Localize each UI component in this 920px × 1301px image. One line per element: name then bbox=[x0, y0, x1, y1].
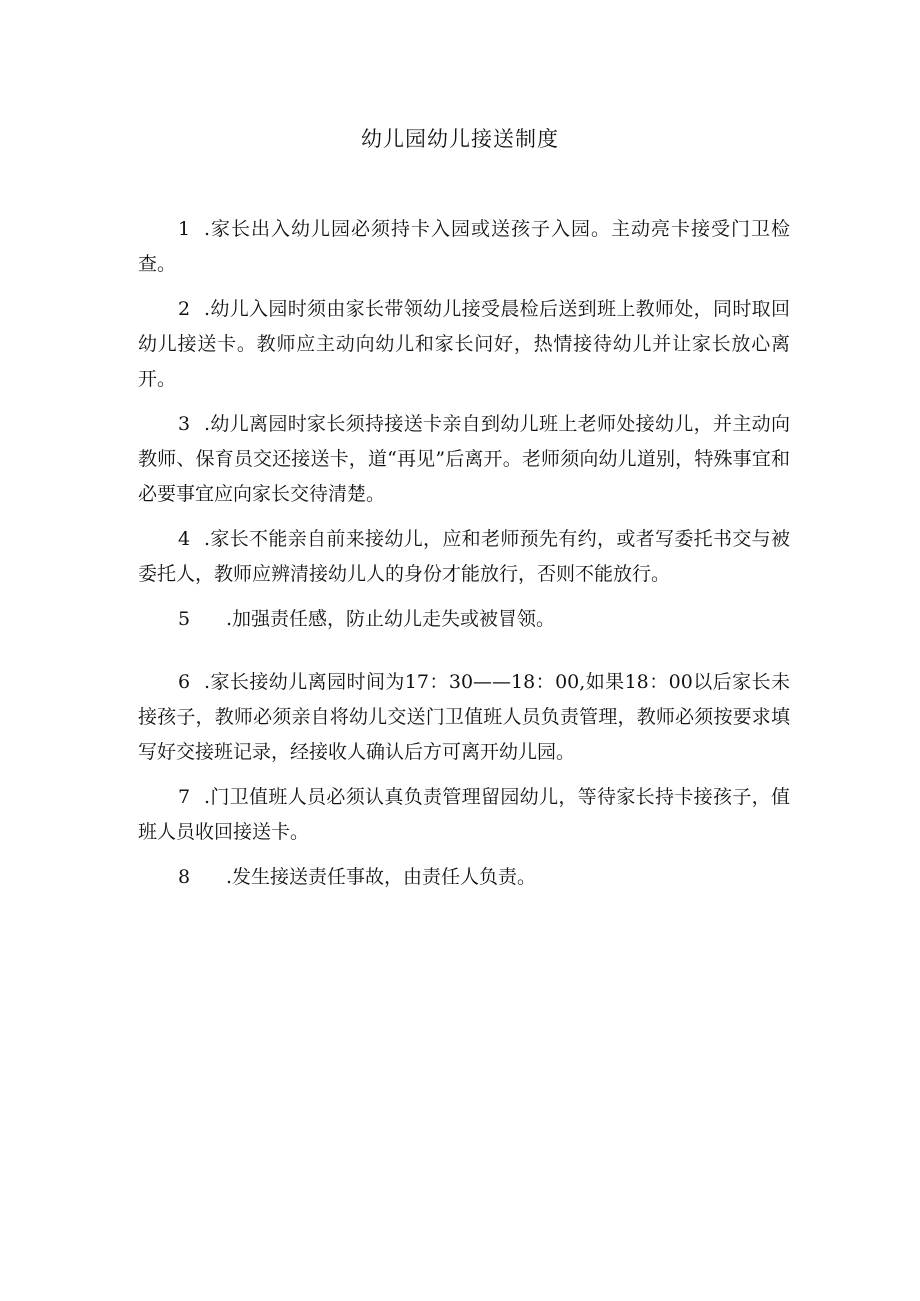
item-number: 8 bbox=[178, 866, 191, 888]
list-item bbox=[138, 522, 790, 592]
document-body bbox=[138, 212, 790, 905]
item-text: .幼儿入园时须由家长带领幼儿接受晨检后送到班上教师处，同时取回幼儿接送卡。教师应主动向幼儿和家长问好，热情接待幼儿并让家长放心离开。 bbox=[138, 298, 790, 390]
list-item bbox=[138, 780, 790, 850]
item-number: 6 bbox=[178, 671, 191, 693]
item-text: .门卫值班人员必须认真负责管理留园幼儿，等待家长持卡接孩子，值班人员收回接送卡。 bbox=[138, 786, 790, 843]
item-number: 3 bbox=[178, 413, 191, 435]
item-text: .发生接送责任事故，由责任人负责。 bbox=[226, 866, 537, 888]
list-item bbox=[138, 860, 790, 895]
document-title: 幼儿园幼儿接送制度 bbox=[361, 127, 559, 151]
item-text: .家长不能亲自前来接幼儿，应和老师预先有约，或者写委托书交与被委托人，教师应辨清接幼儿人的身份才能放行，否则不能放行。 bbox=[138, 528, 790, 585]
item-text: .家长出入幼儿园必须持卡入园或送孩子入园。主动亮卡接受门卫检查。 bbox=[138, 218, 790, 275]
list-item bbox=[138, 407, 790, 512]
item-number: 1 bbox=[178, 218, 191, 240]
list-item bbox=[138, 212, 790, 282]
item-number: 4 bbox=[178, 528, 191, 550]
item-number: 7 bbox=[178, 786, 191, 808]
item-number: 5 bbox=[178, 608, 191, 630]
item-text: .加强责任感，防止幼儿走失或被冒领。 bbox=[226, 608, 556, 630]
list-item bbox=[138, 602, 790, 637]
list-item bbox=[138, 292, 790, 397]
item-text: .家长接幼儿离园时间为17：30——18：00,如果18：00以后家长未接孩子，教师必须亲自将幼儿交送门卫值班人员负责管理，教师必须按要求填写好交接班记录，经接收人确认后方可离开幼儿园。 bbox=[138, 671, 790, 763]
item-number: 2 bbox=[178, 298, 191, 320]
list-item bbox=[138, 665, 790, 770]
item-text: .幼儿离园时家长须持接送卡亲自到幼儿班上老师处接幼儿，并主动向教师、保育员交还接送卡，道“再见”后离开。老师须向幼儿道别，特殊事宜和必要事宜应向家长交待清楚。 bbox=[138, 413, 790, 505]
